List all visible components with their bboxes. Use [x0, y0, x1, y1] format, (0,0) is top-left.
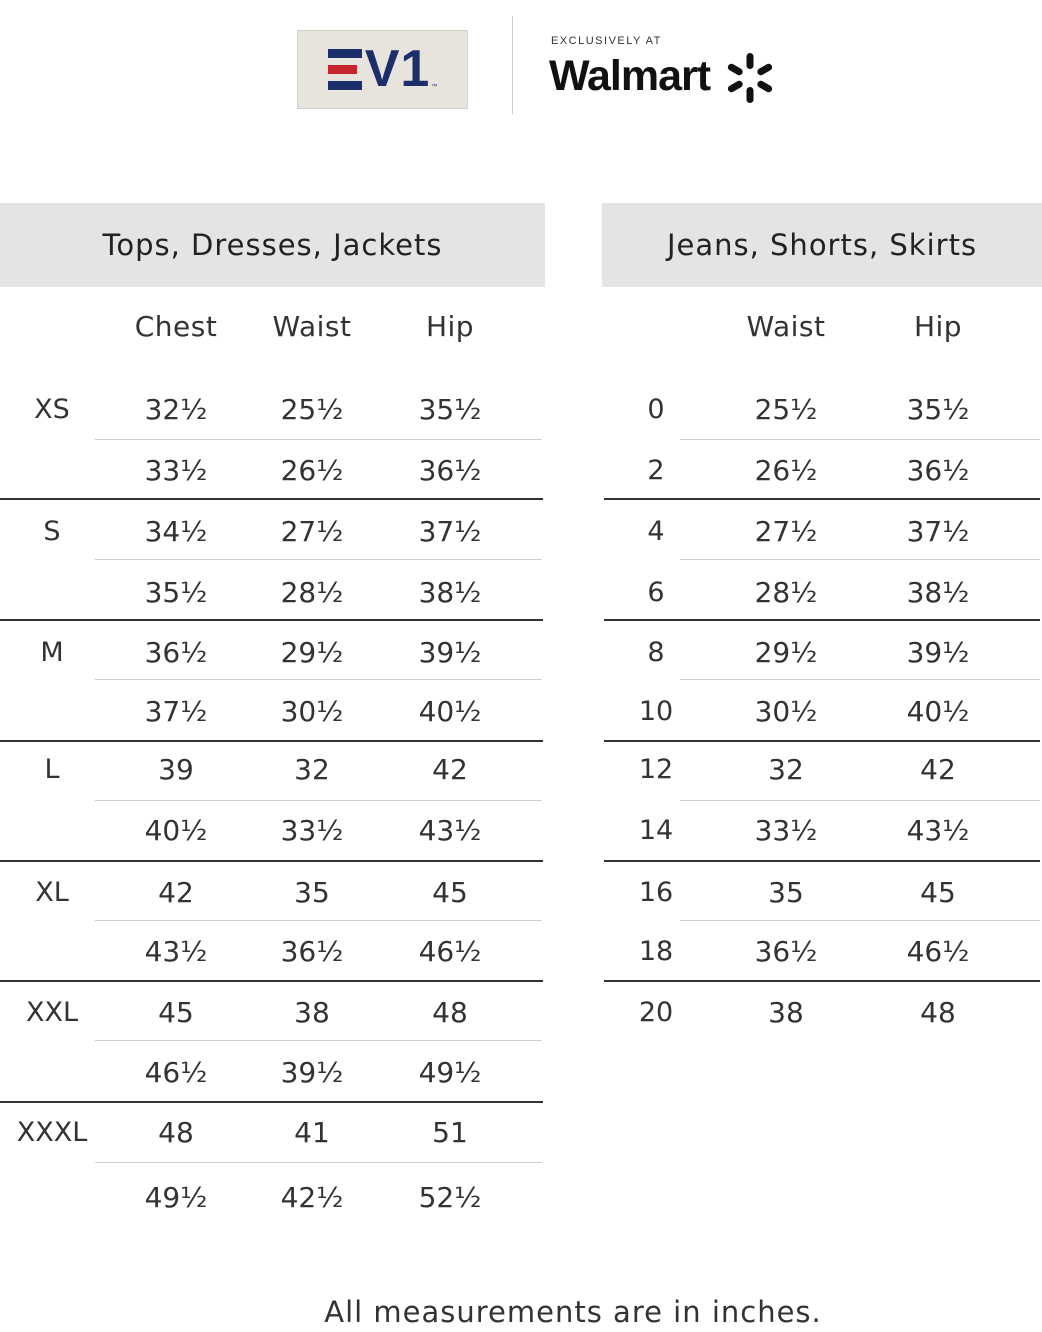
- table-cell: 45: [432, 876, 468, 909]
- size-label: 2: [647, 455, 665, 486]
- group-divider: [604, 619, 1040, 621]
- table-cell: 32½: [144, 393, 208, 426]
- table-cell: 38: [294, 996, 330, 1029]
- table-cell: 36½: [144, 636, 208, 669]
- group-divider: [604, 498, 1040, 500]
- table-cell: 35½: [906, 393, 970, 426]
- table-cell: 43½: [906, 814, 970, 847]
- size-label: 20: [638, 997, 674, 1028]
- row-divider: [95, 439, 542, 440]
- tops-col-hip: Hip: [425, 310, 475, 343]
- table-cell: 34½: [144, 515, 208, 548]
- table-cell: 39½: [418, 636, 482, 669]
- table-cell: 48: [432, 996, 468, 1029]
- table-cell: 36½: [280, 935, 344, 968]
- size-label: 14: [638, 815, 674, 846]
- table-cell: 35½: [418, 393, 482, 426]
- row-divider: [680, 800, 1040, 801]
- size-label: 12: [638, 754, 674, 785]
- row-divider: [680, 920, 1040, 921]
- size-label: M: [40, 637, 64, 668]
- size-label: XS: [34, 394, 70, 425]
- table-cell: 29½: [280, 636, 344, 669]
- row-divider: [95, 1162, 542, 1163]
- table-cell: 28½: [280, 576, 344, 609]
- size-label: 0: [647, 394, 665, 425]
- tops-col-waist: Waist: [272, 310, 352, 343]
- table-cell: 42½: [280, 1181, 344, 1214]
- ev1-logo-text: V1: [364, 40, 431, 98]
- tops-section-title: Tops, Dresses, Jackets: [0, 203, 545, 287]
- size-label: 6: [647, 577, 665, 608]
- row-divider: [95, 800, 542, 801]
- table-cell: 38½: [906, 576, 970, 609]
- group-divider: [604, 740, 1040, 742]
- table-cell: 29½: [754, 636, 818, 669]
- table-cell: 40½: [144, 814, 208, 847]
- walmart-wordmark: Walmart: [549, 52, 711, 100]
- table-cell: 26½: [754, 454, 818, 487]
- ev1-wordmark: V1 ™: [328, 49, 438, 90]
- row-divider: [680, 679, 1040, 680]
- group-divider: [0, 619, 543, 621]
- table-cell: 36½: [754, 935, 818, 968]
- table-cell: 37½: [906, 515, 970, 548]
- table-cell: 30½: [280, 695, 344, 728]
- size-label: 18: [638, 936, 674, 967]
- row-divider: [95, 1040, 542, 1041]
- size-label: 8: [647, 637, 665, 668]
- size-label: L: [44, 754, 60, 785]
- table-cell: 33½: [280, 814, 344, 847]
- size-label: XL: [35, 877, 69, 908]
- row-divider: [95, 559, 542, 560]
- group-divider: [0, 1101, 543, 1103]
- table-cell: 52½: [418, 1181, 482, 1214]
- table-cell: 38½: [418, 576, 482, 609]
- row-divider: [680, 559, 1040, 560]
- jeans-section-title: Jeans, Shorts, Skirts: [602, 203, 1042, 287]
- table-cell: 42: [158, 876, 194, 909]
- size-label: XXXL: [16, 1117, 88, 1148]
- jeans-col-waist: Waist: [746, 310, 826, 343]
- table-cell: 33½: [754, 814, 818, 847]
- table-cell: 49½: [144, 1181, 208, 1214]
- measurement-footnote: All measurements are in inches.: [324, 1295, 822, 1329]
- table-cell: 41: [294, 1116, 330, 1149]
- table-cell: 51: [432, 1116, 468, 1149]
- table-cell: 40½: [906, 695, 970, 728]
- table-cell: 36½: [418, 454, 482, 487]
- table-cell: 37½: [418, 515, 482, 548]
- table-cell: 26½: [280, 454, 344, 487]
- size-label: 10: [638, 696, 674, 727]
- table-cell: 25½: [754, 393, 818, 426]
- table-cell: 32: [768, 753, 804, 786]
- table-cell: 33½: [144, 454, 208, 487]
- table-cell: 43½: [418, 814, 482, 847]
- group-divider: [0, 860, 543, 862]
- row-divider: [95, 920, 542, 921]
- walmart-spark-icon: [722, 50, 778, 106]
- table-cell: 36½: [906, 454, 970, 487]
- table-cell: 30½: [754, 695, 818, 728]
- group-divider: [604, 860, 1040, 862]
- table-cell: 48: [158, 1116, 194, 1149]
- table-cell: 46½: [418, 935, 482, 968]
- group-divider: [0, 740, 543, 742]
- table-cell: 48: [920, 996, 956, 1029]
- table-cell: 42: [432, 753, 468, 786]
- row-divider: [95, 679, 542, 680]
- walmart-tagline: EXCLUSIVELY AT: [551, 35, 662, 47]
- size-label: 16: [638, 877, 674, 908]
- table-cell: 27½: [754, 515, 818, 548]
- table-cell: 39½: [906, 636, 970, 669]
- group-divider: [0, 498, 543, 500]
- table-cell: 45: [158, 996, 194, 1029]
- table-cell: 32: [294, 753, 330, 786]
- table-cell: 39½: [280, 1056, 344, 1089]
- size-label: S: [43, 516, 61, 547]
- tops-col-chest: Chest: [134, 310, 218, 343]
- table-cell: 37½: [144, 695, 208, 728]
- table-cell: 46½: [906, 935, 970, 968]
- size-label: XXL: [25, 997, 79, 1028]
- table-cell: 28½: [754, 576, 818, 609]
- table-cell: 42: [920, 753, 956, 786]
- row-divider: [680, 439, 1040, 440]
- table-cell: 40½: [418, 695, 482, 728]
- size-label: 4: [647, 516, 665, 547]
- table-cell: 43½: [144, 935, 208, 968]
- table-cell: 27½: [280, 515, 344, 548]
- table-cell: 38: [768, 996, 804, 1029]
- table-cell: 45: [920, 876, 956, 909]
- table-cell: 25½: [280, 393, 344, 426]
- table-cell: 49½: [418, 1056, 482, 1089]
- table-cell: 35: [294, 876, 330, 909]
- table-cell: 46½: [144, 1056, 208, 1089]
- group-divider: [0, 980, 543, 982]
- table-cell: 39: [158, 753, 194, 786]
- table-cell: 35½: [144, 576, 208, 609]
- jeans-col-hip: Hip: [913, 310, 963, 343]
- group-divider: [604, 980, 1040, 982]
- table-cell: 35: [768, 876, 804, 909]
